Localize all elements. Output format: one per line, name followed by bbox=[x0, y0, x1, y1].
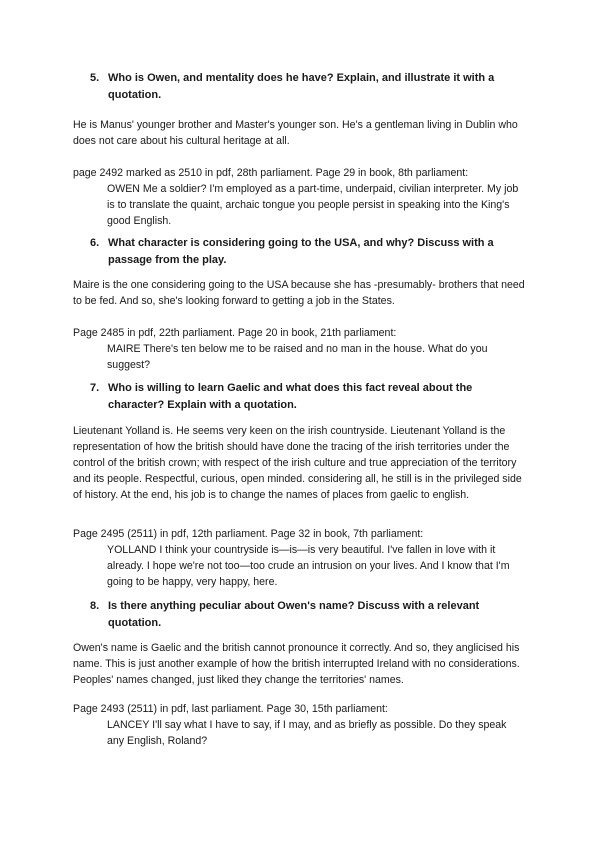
question-8-text: Is there anything peculiar about Owen's name? Discuss with a relevant quotation. bbox=[108, 600, 480, 629]
quote-8: LANCEY I'll say what I have to say, if I may, and as briefly as possible. Do they speak any English, Roland? bbox=[107, 719, 507, 747]
question-7-number: 7. bbox=[90, 382, 100, 394]
question-8 bbox=[90, 598, 520, 632]
question-7 bbox=[90, 380, 520, 414]
quote-5: OWEN Me a soldier? I'm employed as a part-time, underpaid, civilian interpreter. My job is to translate the quaint, archaic tongue you people persist in speaking into the King's good English. bbox=[107, 183, 519, 227]
question-6 bbox=[90, 235, 520, 269]
reference-7: Page 2495 (2511) in pdf, 12th parliament. Page 32 in book, 7th parliament: bbox=[73, 528, 424, 540]
reference-8: Page 2493 (2511) in pdf, last parliament. Page 30, 15th parliament: bbox=[73, 703, 388, 715]
quote-7: YOLLAND I think your countryside is—is—is very beautiful. I've fallen in love with it already. I hope we're not too—too crude an intrusion on your lives. And I know that I'm going to be happy, very happy, here. bbox=[107, 544, 510, 588]
question-5-text: Who is Owen, and mentality does he have? Explain, and illustrate it with a quotation. bbox=[108, 72, 495, 101]
answer-5: He is Manus' younger brother and Master's younger son. He's a gentleman living in Dublin who does not care about his cultural heritage at all. bbox=[73, 119, 518, 147]
question-6-number: 6. bbox=[90, 237, 100, 249]
question-5 bbox=[90, 70, 520, 104]
question-7-text: Who is willing to learn Gaelic and what does this fact reveal about the character? Explain with a quotation. bbox=[108, 382, 473, 411]
quote-6: MAIRE There's ten below me to be raised and no man in the house. What do you suggest? bbox=[107, 343, 488, 371]
answer-6: Maire is the one considering going to the USA because she has -presumably- brothers that need to be fed. And so, she's looking forward to getting a job in the States. bbox=[73, 279, 525, 307]
answer-7: Lieutenant Yolland is. He seems very keen on the irish countryside. Lieutenant Yolland is the representation of how the british should have done the tracing of the irish territories under the control of the british crown; with respect of the irish culture and true appreciation of the territory and its people. Respectful, curious, open minded. considering all, he still is in the privileged side of history. At the end, his job is to change the names of places from gaelic to english. bbox=[73, 425, 522, 501]
answer-8: Owen's name is Gaelic and the british cannot pronounce it correctly. And so, they anglicised his name. This is just another example of how the british interrupted Ireland with no considerations. Peoples' names changed, just liked they change the territories' names. bbox=[73, 642, 520, 686]
reference-5: page 2492 marked as 2510 in pdf, 28th parliament. Page 29 in book, 8th parliament: bbox=[73, 167, 469, 179]
question-5-number: 5. bbox=[90, 72, 100, 84]
question-8-number: 8. bbox=[90, 600, 100, 612]
reference-6: Page 2485 in pdf, 22th parliament. Page 20 in book, 21th parliament: bbox=[73, 327, 397, 339]
question-6-text: What character is considering going to the USA, and why? Discuss with a passage from the play. bbox=[108, 237, 494, 266]
